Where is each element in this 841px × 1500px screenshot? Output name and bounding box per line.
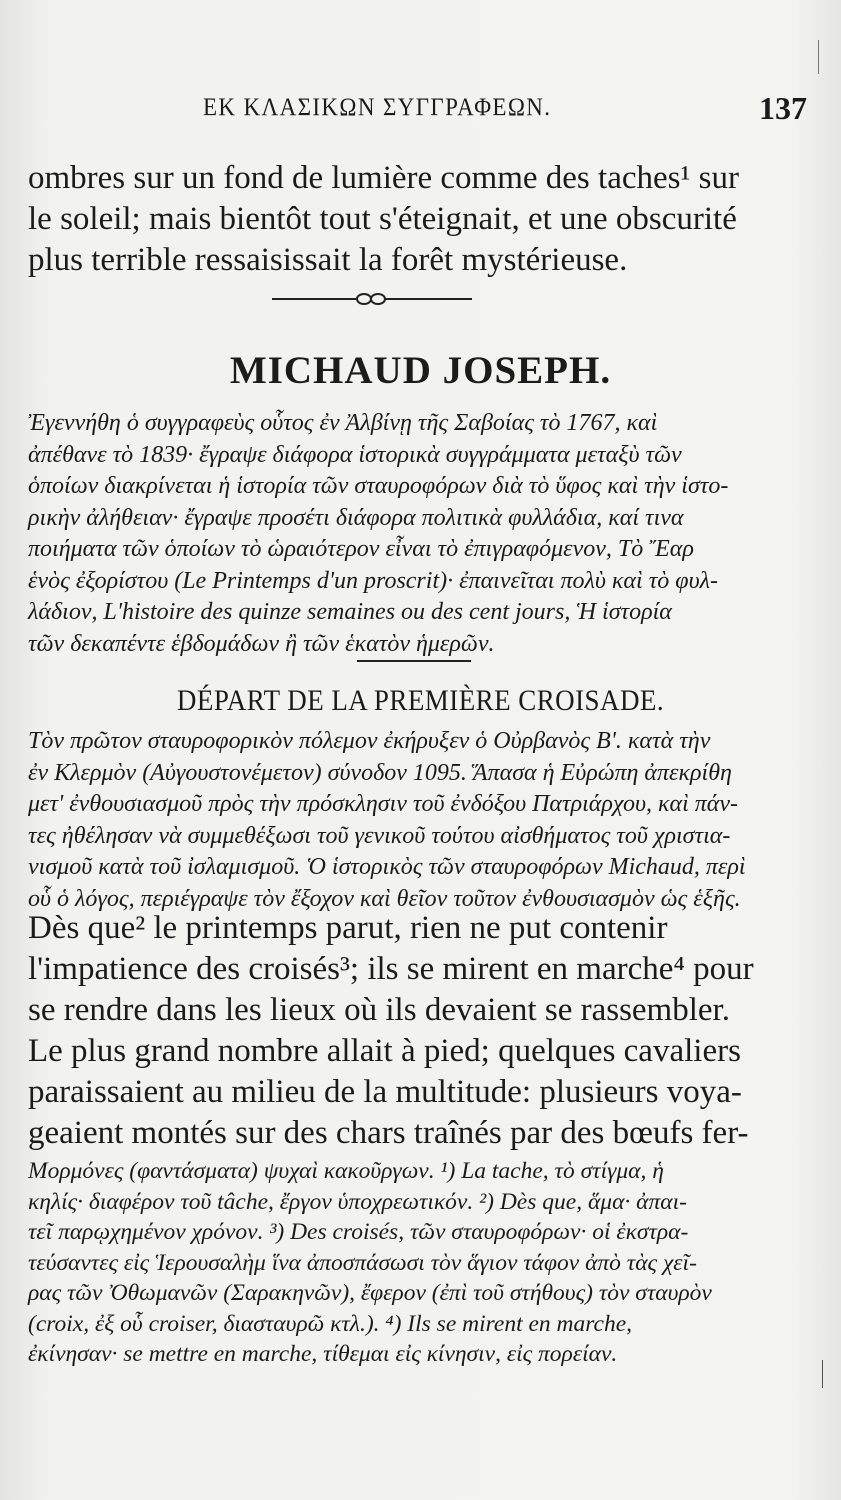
footnote-line: τεῖ παρῳχημένον χρόνον. ³) Des croisés, τῶν σταυροφόρων· οἱ ἐκστρα- xyxy=(28,1219,689,1245)
footnote-line: κηλίς· διαφέρον τοῦ tâche, ἔργον ὑποχρεωτικόν. ²) Dès que, ἅμα· ἀπαι- xyxy=(28,1188,687,1215)
text-line: τῶν δεκαπέντε ἑβδομάδων ἢ τῶν ἑκατὸν ἡμερῶν. xyxy=(28,630,495,657)
text-line: ἀπέθανε τὸ 1839· ἔγραψε διάφορα ἱστορικὰ συγγράμματα μεταξὺ τῶν xyxy=(28,441,682,468)
ornament-divider xyxy=(272,290,472,308)
text-line: Dès que² le printemps parut, rien ne put contenir xyxy=(28,910,668,946)
running-head-title: ΕΚ ΚΛΑΣΙΚΩΝ ΣΥΓΓΡΑΦΕΩΝ. xyxy=(203,94,552,121)
text-line: νισμοῦ κατὰ τοῦ ἰσλαμισμοῦ. Ὁ ἱστορικὸς τῶν σταυροφόρων Michaud, περὶ xyxy=(28,854,746,880)
text-line: Ἐγεννήθη ὁ συγγραφεὺς οὗτος ἐν Ἀλβίνῃ τῆς Σαβοίας τὸ 1767, καὶ xyxy=(28,410,658,436)
text-line: ἑνὸς ἐξορίστου (Le Printemps d'un proscrit)· ἐπαινεῖται πολὺ καὶ τὸ φυλ- xyxy=(28,567,718,594)
footnote-rule xyxy=(28,1143,812,1144)
section-heading-croisade: DÉPART DE LA PREMIÈRE CROISADE. xyxy=(176,684,665,717)
section-heading-michaud: MICHAUD JOSEPH. xyxy=(229,349,612,392)
french-passage xyxy=(28,908,812,1154)
footnote-line: ρας τῶν Ὀθωμανῶν (Σαρακηνῶν), ἔφερον (ἐπὶ τοῦ στήθους) τὸν σταυρὸν xyxy=(28,1280,712,1306)
footnote-line: τεύσαντες εἰς Ἱερουσαλὴμ ἵνα ἀποσπάσωσι τὸν ἅγιον τάφον ἀπὸ τὰς χεῖ- xyxy=(28,1249,697,1276)
text-line: le soleil; mais bientôt tout s'éteignait, et une obscurité xyxy=(28,201,737,237)
text-line: ὁποίων διακρίνεται ἡ ἱστορία τῶν σταυροφόρων διὰ τὸ ὕφος καὶ τὴν ἱστο- xyxy=(28,473,729,499)
footnote-line: (croix, ἐξ οὗ croiser, διασταυρῶ κτλ.). ⁴) Ils se mirent en marche, xyxy=(28,1310,633,1337)
text-line: τες ἠθέλησαν νὰ συμμεθέξωσι τοῦ γενικοῦ τούτου αἰσθήματος τοῦ χριστια- xyxy=(28,822,731,849)
text-line: ποιήματα τῶν ὁποίων τὸ ὡραιότερον εἶναι τὸ ἐπιγραφόμενον, Τὸ Ἔαρ xyxy=(28,536,694,562)
margin-mark xyxy=(818,40,819,74)
text-line: Τὸν πρῶτον σταυροφορικὸν πόλεμον ἐκήρυξεν ὁ Οὐρβανὸς Β'. κατὰ τὴν xyxy=(28,728,711,754)
bio-paragraph xyxy=(28,408,812,660)
text-line: μετ' ἐνθουσιασμοῦ πρὸς τὴν πρόσκλησιν τοῦ ἐνδόξου Πατριάρχου, καὶ πάν- xyxy=(28,791,739,817)
text-line: Le plus grand nombre allait à pied; quelques cavaliers xyxy=(28,1033,741,1069)
text-line: ombres sur un fond de lumière comme des taches¹ sur xyxy=(28,160,739,196)
text-line: se rendre dans les lieux où ils devaient se rassembler. xyxy=(28,992,730,1028)
text-line: l'impatience des croisés³; ils se mirent en marche⁴ pour xyxy=(28,951,754,987)
text-line: οὗ ὁ λόγος, περιέγραψε τὸν ἔξοχον καὶ θεῖον τοῦτον ἐνθουσιασμὸν ὡς ἑξῆς. xyxy=(28,885,741,912)
page-number: 137 xyxy=(759,90,807,126)
margin-mark xyxy=(822,1360,823,1388)
running-head xyxy=(28,92,813,132)
text-line: paraissaient au milieu de la multitude: plusieurs voya- xyxy=(28,1074,742,1110)
text-line: geaient montés sur des chars traînés par des bœufs fer- xyxy=(28,1115,749,1151)
text-line: ἐν Κλερμὸν (Αὐγουστονέμετον) σύνοδον 1095. Ἅπασα ἡ Εὐρώπη ἀπεκρίθη xyxy=(28,759,732,786)
footnote-line: Μορμόνες (φαντάσματα) ψυχαὶ κακοῦργων. ¹) La tache, τὸ στίγμα, ἡ xyxy=(28,1158,664,1184)
greek-introduction xyxy=(28,726,812,915)
footnotes xyxy=(28,1156,812,1370)
text-line: ρικὴν ἀλήθειαν· ἔγραψε προσέτι διάφορα πολιτικὰ φυλλάδια, καί τινα xyxy=(28,504,684,531)
text-line: λάδιον, L'histoire des quinze semaines ou des cent jours, Ἡ ἱστορία xyxy=(28,599,672,625)
text-line: plus terrible ressaisissait la forêt mystérieuse. xyxy=(28,242,628,278)
footnote-line: ἐκίνησαν· se mettre en marche, τίθεμαι εἰς κίνησιν, εἰς πορείαν. xyxy=(28,1341,618,1367)
section-rule xyxy=(357,660,471,662)
intro-paragraph xyxy=(28,158,812,281)
